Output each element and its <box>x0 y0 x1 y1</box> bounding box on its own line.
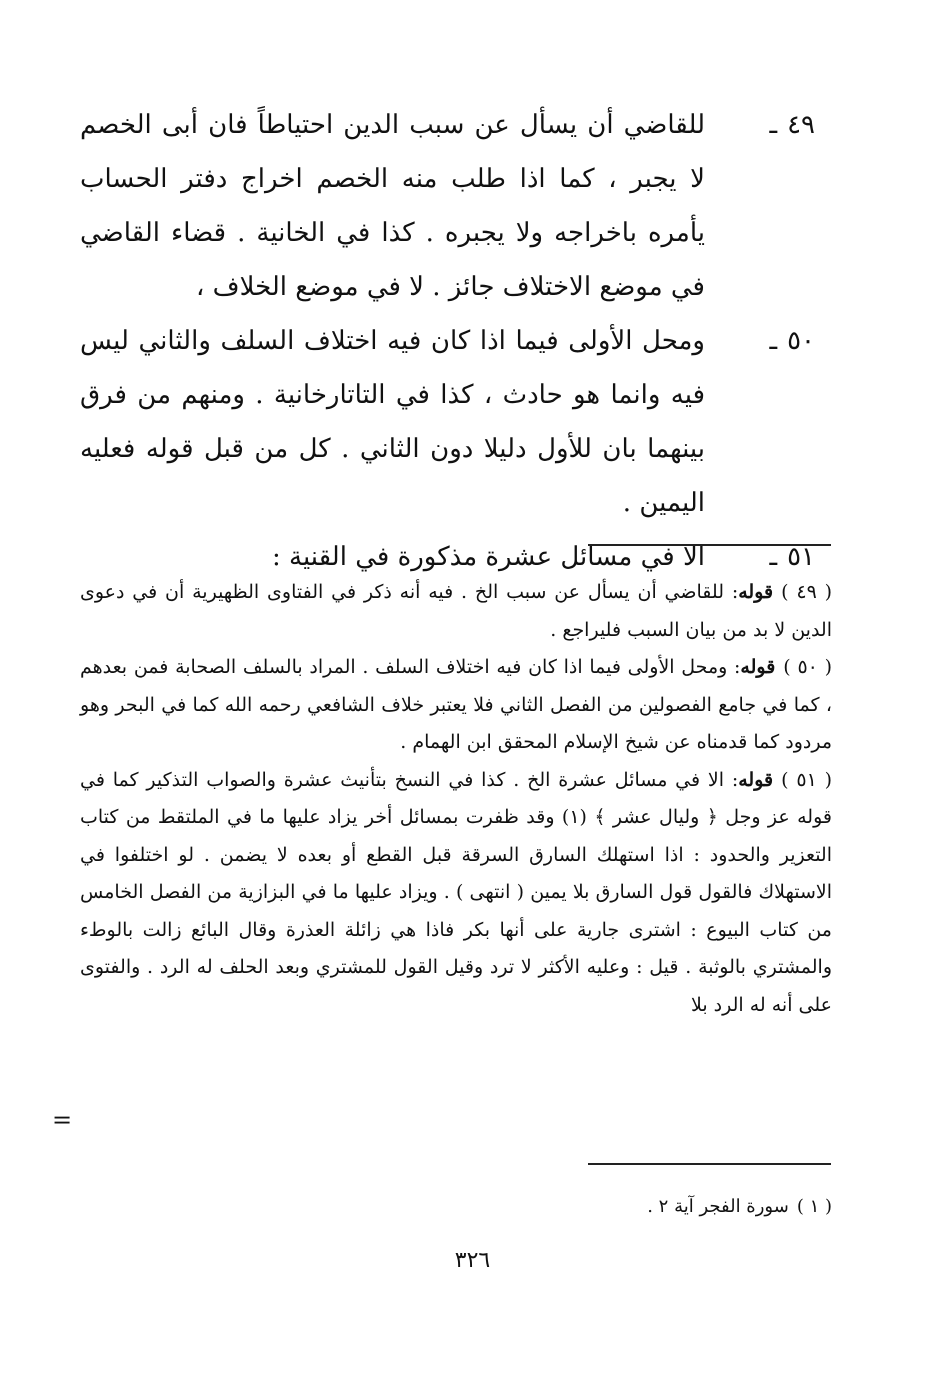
commentary-note-51 <box>80 762 832 1025</box>
note-number: ( ٥٠ ) <box>783 656 832 678</box>
footnote-number: ( ١ ) <box>796 1196 832 1217</box>
continuation-mark: = <box>52 1106 73 1134</box>
note-text: : للقاضي أن يسأل عن سبب الخ . فيه أنه ذكر في الفتاوى الظهيرية أن في دعوى الدين لا بد من بيان السبب فليراجع . <box>80 581 832 641</box>
commentary-note-49 <box>80 574 832 649</box>
item-number-value: ٤٩ <box>787 110 815 140</box>
item-text: الا في مسائل عشرة مذكورة في القنية : <box>272 542 705 572</box>
note-text: : ومحل الأولى فيما اذا كان فيه اختلاف السلف . المراد بالسلف الصحابة فمن بعدهم ، كما في جامع الفصولين من الفصل الثاني فلا يعتبر خلاف الشافعي رحمه الله كما في البحر وهو مردود كما قدمناه عن شيخ الإسلام المحقق ابن الهمام . <box>80 656 832 753</box>
item-number <box>705 314 815 530</box>
main-text-block <box>80 98 815 584</box>
item-text: للقاضي أن يسأل عن سبب الدين احتياطاً فان أبى الخصم لا يجبر ، كما اذا طلب منه الخصم اخراج دفتر الحساب يأمره باخراجه ولا يجبره . كذا في الخانية . قضاء القاضي في موضع الاختلاف جائز . لا في موضع الخلاف ، <box>80 110 705 302</box>
item-number-value: ٥٠ <box>787 326 815 356</box>
commentary-divider <box>588 544 831 546</box>
item-dash: ـ <box>769 326 778 356</box>
footnote-text: سورة الفجر آية ٢ . <box>647 1196 789 1217</box>
page-number: ٣٢٦ <box>454 1248 491 1273</box>
note-keyword: قوله <box>740 656 776 678</box>
note-keyword: قوله <box>738 768 774 791</box>
footnote <box>80 1192 832 1222</box>
item-number-value: ٥١ <box>787 542 815 572</box>
main-item-50 <box>80 314 815 530</box>
item-number <box>705 98 815 314</box>
item-text: ومحل الأولى فيما اذا كان فيه اختلاف السلف والثاني ليس فيه وانما هو حادث ، كذا في التاتارخانية . ومنهم من فرق بينهما بان للأول دليلا دون الثاني . كل من قبل قوله فعليه اليمين . <box>80 326 705 518</box>
note-number: ( ٤٩ ) <box>781 581 833 603</box>
commentary-note-50 <box>80 649 832 762</box>
main-item-49 <box>80 98 815 314</box>
footnote-divider <box>588 1163 831 1165</box>
item-dash: ـ <box>769 110 778 140</box>
note-text: : الا في مسائل عشرة الخ . كذا في النسخ بتأنيث عشرة والصواب التذكير كما في قوله عز وجل ﴿ وليال عشر ﴾ (١) وقد ظفرت بمسائل أخر يزاد عليها ما في الملتقط من كتاب التعزير والحدود : اذا استهلك السارق السرقة قبل القطع أو بعده لا يضمن . لو اختلفوا في الاستهلاك فالقول قول السارق بلا يمين ( انتهى ) . ويزاد عليها ما في البزازية من الفصل الخامس من كتاب البيوع : اشترى جارية على أنها بكر فاذا هي زائلة العذرة وقال البائع زالت بالوطء والمشتري بالوثبة . قيل : وعليه الأكثر لا ترد وقيل القول للمشتري وبعد الحلف له الرد . والفتوى على أنه له الرد بلا <box>80 768 832 1016</box>
note-number: ( ٥١ ) <box>781 768 833 791</box>
commentary-block <box>80 574 832 1024</box>
note-keyword: قوله <box>738 581 774 603</box>
item-dash: ـ <box>769 542 778 572</box>
